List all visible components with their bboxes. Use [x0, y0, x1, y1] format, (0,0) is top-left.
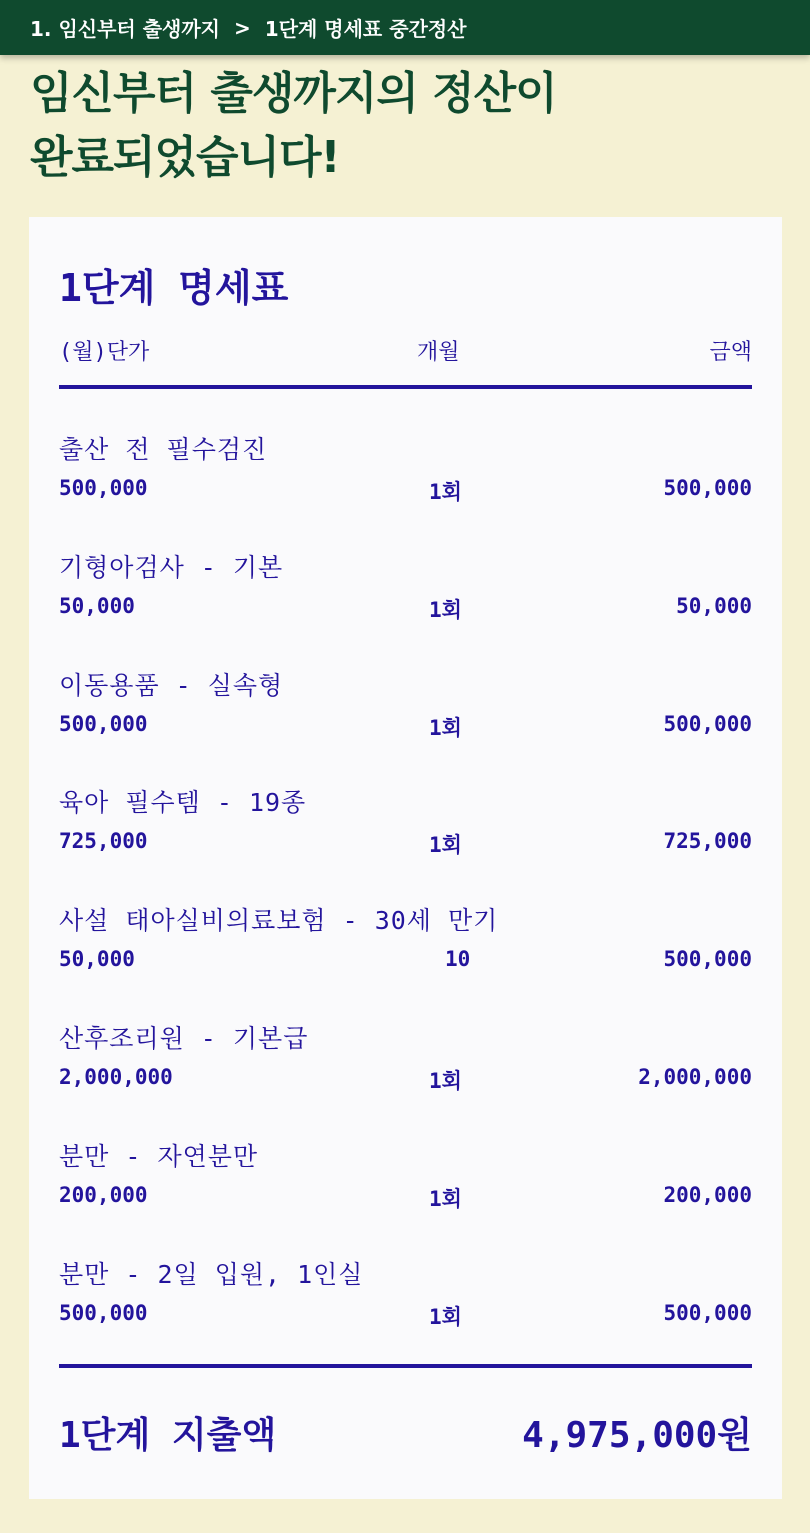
line-item — [59, 1019, 752, 1119]
line-item-unit-price: 500,000 — [59, 712, 148, 736]
line-item-unit-price: 500,000 — [59, 476, 148, 500]
line-item — [59, 1137, 752, 1237]
column-header-amount: 금액 — [709, 340, 752, 365]
breadcrumb — [0, 0, 810, 55]
line-item-unit-price: 500,000 — [59, 1301, 148, 1325]
line-item — [59, 783, 752, 883]
line-item-unit-price: 200,000 — [59, 1183, 148, 1207]
page-title-line-1: 임신부터 출생까지의 정산이 — [30, 68, 557, 119]
breadcrumb-parent[interactable]: 1. 임신부터 출생까지 — [30, 17, 220, 41]
column-header-unit-price: (월)단가 — [59, 340, 150, 365]
line-item-amount: 500,000 — [663, 712, 752, 736]
line-item — [59, 548, 752, 648]
line-item-amount: 2,000,000 — [638, 1065, 752, 1089]
line-item-count: 1회 — [429, 480, 462, 504]
total-value: 4,975,000원 — [522, 1415, 752, 1456]
line-item-unit-price: 50,000 — [59, 594, 135, 618]
line-item-unit-price: 725,000 — [59, 829, 148, 853]
line-item-count: 10 — [445, 947, 471, 971]
line-item-amount: 725,000 — [663, 829, 752, 853]
page-title — [30, 62, 557, 190]
line-item-name: 육아 필수템 - 19종 — [59, 788, 307, 817]
line-item-name: 이동용품 - 실속형 — [59, 671, 284, 700]
line-item-name: 분만 - 자연분만 — [59, 1142, 259, 1171]
line-item-amount: 200,000 — [663, 1183, 752, 1207]
line-item-name: 기형아검사 - 기본 — [59, 553, 284, 582]
line-item-count: 1회 — [429, 833, 462, 857]
line-item — [59, 666, 752, 766]
line-item-amount: 500,000 — [663, 1301, 752, 1325]
line-item-count: 1회 — [429, 1187, 462, 1211]
line-item-unit-price: 2,000,000 — [59, 1065, 173, 1089]
line-item-name: 산후조리원 - 기본급 — [59, 1024, 309, 1053]
statement-title: 1단계 명세표 — [59, 266, 289, 310]
breadcrumb-current: 1단계 명세표 중간정산 — [264, 17, 467, 41]
total-divider — [59, 1364, 752, 1368]
line-item — [59, 1255, 752, 1355]
line-item-name: 분만 - 2일 입원, 1인실 — [59, 1260, 364, 1289]
line-item-count: 1회 — [429, 598, 462, 622]
statement-card — [29, 217, 782, 1499]
column-header-months: 개월 — [417, 340, 460, 365]
total-label: 1단계 지출액 — [59, 1415, 277, 1456]
chevron-right-icon: > — [234, 15, 251, 40]
line-item-count: 1회 — [429, 716, 462, 740]
page-title-line-2: 완료되었습니다! — [30, 132, 340, 183]
line-item-count: 1회 — [429, 1069, 462, 1093]
line-item-unit-price: 50,000 — [59, 947, 135, 971]
line-item-name: 출산 전 필수검진 — [59, 435, 268, 464]
line-item-amount: 500,000 — [663, 947, 752, 971]
header-divider — [59, 385, 752, 389]
line-item-amount: 500,000 — [663, 476, 752, 500]
line-item — [59, 901, 752, 1001]
line-item-count: 1회 — [429, 1305, 462, 1329]
line-item-amount: 50,000 — [676, 594, 752, 618]
line-item — [59, 430, 752, 530]
line-item-name: 사설 태아실비의료보험 - 30세 만기 — [59, 906, 499, 935]
